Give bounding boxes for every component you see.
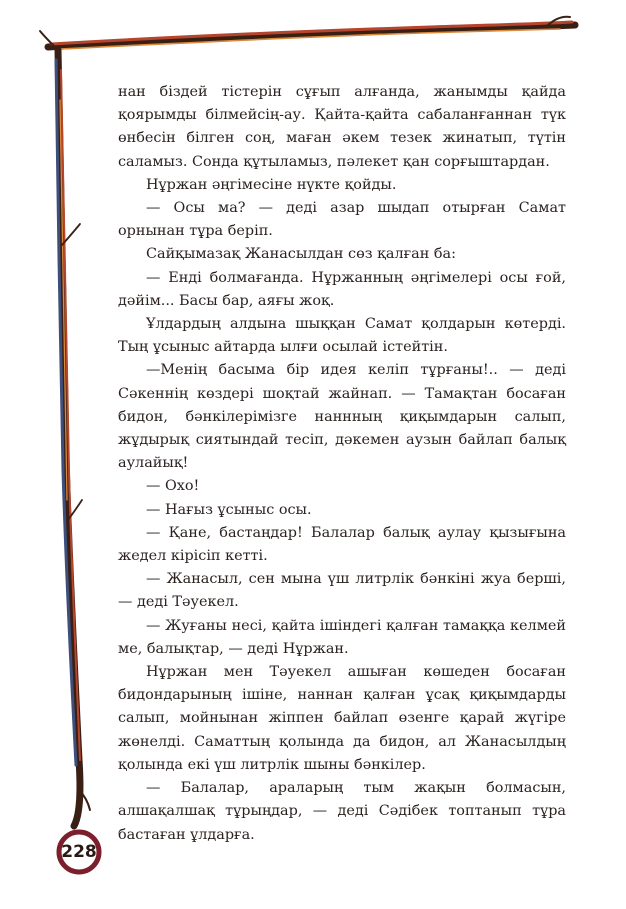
paragraph: — Нағыз ұсыныс осы. — [146, 501, 312, 518]
paragraph: — Балалар, араларың тым жақын болмасын, алшақалшақ тұрыңдар, — деді Сәдібек топтанып тұра бастаған ұлдарға. — [118, 780, 566, 843]
paragraph: — Жанасыл, сен мына үш литрлік бәнкіні жуа берші, — деді Тәуекел. — [118, 571, 566, 611]
paragraph: Нұржан мен Тәуекел ашыған көшеден босаған бидондарының ішіне, наннан қалған ұсақ қиқымдарды салып, мойнынан жіппен байлап өзенге қарай жүгіре жөнелді. Саматтың қолында да бидон, ал Жанасылдың қолында екі үш литрлік шыны бәнкілер. — [118, 664, 566, 773]
paragraph: — Қане, бастаңдар! Балалар балық аулау қызығына жедел кірісіп кетті. — [118, 524, 566, 565]
paragraph: — Енді болмағанда. Нұржанның әңгімелері осы ғой, дәйім... Басы бар, аяғы жоқ. — [118, 269, 566, 309]
paragraph: Нұржан әңгімесіне нүкте қойды. — [146, 176, 397, 193]
paragraph: — Жуғаны несі, қайта ішіндегі қалған тамаққа келмей ме, балықтар, — деді Нұржан. — [118, 617, 566, 657]
paragraph: Сайқымазақ Жанасылдан сөз қалған ба: — [146, 246, 456, 263]
top-branch — [48, 25, 575, 47]
paragraph: нан біздей тістерін сұғып алғанда, жанымды қайда қоярымды білмейсің-ау. Қайта-қайта сабаланғаннан түк өнбесін білген соң, маған әкем тезек жинатып, түтін саламыз. Сонда құтыламыз, пәлекет қан сорғыштардан. — [118, 84, 566, 170]
paragraph: — Осы ма? — деді азар шыдап отырған Самат орнынан тұра беріп. — [118, 200, 566, 240]
paragraph: Ұлдардың алдына шыққан Самат қолдарын көтерді. Тың ұсыныс айтарда ылғи осылай істейтін. — [118, 316, 566, 356]
paragraph: —Менің басыма бір идея келіп тұрғаны!.. — деді Сәкеннің көздері шоқтай жайнап. — Тамақтан босаған бидон, бәнкілерімізге наннның қиқымдарын салып, жұдырық сиятындай тесіп, дәкемен аузын байлап балық аулайық! — [118, 362, 566, 472]
chapter-text — [118, 81, 566, 847]
paragraph: — Охо! — [146, 478, 200, 495]
page-number: 228 — [61, 842, 97, 862]
